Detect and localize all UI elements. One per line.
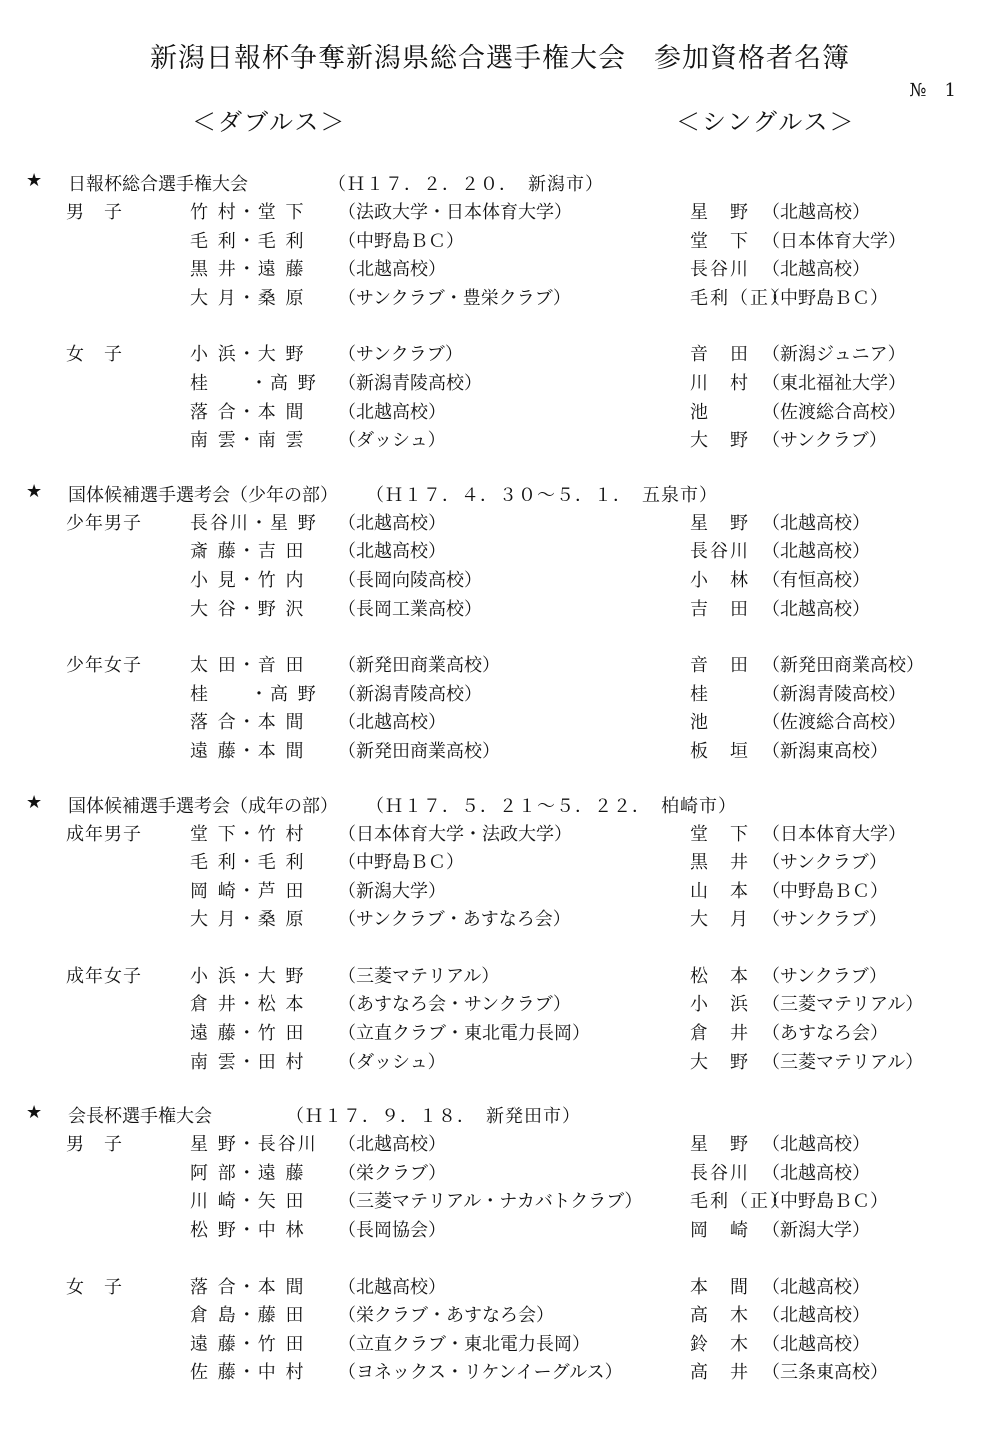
roster-row [0,537,1000,566]
singles-club: （三菱マテリアル） [762,994,924,1016]
singles-club: （佐渡総合高校） [762,401,906,423]
singles-player: 小 林 [690,569,750,591]
singles-player: 堂 下 [690,823,750,845]
doubles-pair: 長谷川・星 野 [190,512,318,534]
singles-player: 倉 井 [690,1023,750,1045]
singles-club: （北越高校） [762,1305,870,1327]
doubles-pair: 堂 下・竹 村 [190,823,306,845]
roster-row [0,227,1000,256]
doubles-club: （新潟青陵高校） [338,683,482,705]
doubles-club: （ダッシュ） [338,1051,446,1073]
singles-player: 高 木 [690,1305,750,1327]
category-group [0,1130,1000,1244]
singles-player: 川 村 [690,372,750,394]
doubles-club: （長岡向陵高校） [338,569,482,591]
section-title: 会長杯選手権大会 [68,1106,212,1128]
doubles-club: （中野島ＢＣ） [338,230,464,252]
singles-club: （佐渡総合高校） [762,712,906,734]
doubles-pair: 遠 藤・本 間 [190,740,306,762]
doubles-club: （ダッシュ） [338,430,446,452]
doubles-pair: 星 野・長谷川 [190,1134,318,1156]
roster-row [0,369,1000,398]
doubles-club: （サンクラブ） [338,344,463,366]
singles-club: （新潟大学） [762,1220,870,1242]
singles-player: 毛利（正） [690,287,790,309]
singles-player: 本 間 [690,1276,750,1298]
singles-club: （北越高校） [762,259,870,281]
roster-row [0,1019,1000,1048]
doubles-club: （北越高校） [338,712,446,734]
singles-player: 音 田 [690,344,750,366]
doubles-pair: 斎 藤・吉 田 [190,541,306,563]
singles-club: （新潟ジュニア） [762,344,906,366]
roster-row [0,340,1000,369]
star-icon: ★ [26,480,43,502]
category-label: 女 子 [66,344,123,366]
section-header [0,792,1000,820]
singles-club: （北越高校） [762,1333,870,1355]
singles-player: 大 野 [690,1051,750,1073]
doubles-column-header: ＜ダブルス＞ [192,108,347,136]
doubles-club: （長岡協会） [338,1220,446,1242]
category-label: 成年男子 [66,823,142,845]
doubles-pair: 遠 藤・竹 田 [190,1333,306,1355]
category-group [0,962,1000,1076]
singles-player: 吉 田 [690,598,750,620]
roster-row [0,284,1000,313]
doubles-club: （三菱マテリアル・ナカバトクラブ） [338,1191,643,1213]
doubles-club: （サンクラブ・豊栄クラブ） [338,287,571,309]
singles-player: 長谷川 [690,259,750,281]
doubles-pair: 竹 村・堂 下 [190,202,306,223]
roster-row [0,566,1000,595]
doubles-pair: 佐 藤・中 村 [190,1362,306,1384]
roster-row [0,680,1000,709]
doubles-pair: 小 浜・大 野 [190,965,306,987]
doubles-club: （長岡工業高校） [338,598,482,620]
roster-row [0,426,1000,455]
roster-row [0,877,1000,906]
category-label: 少年女子 [66,655,142,677]
singles-player: 黒 井 [690,852,750,874]
section-date-venue: （Ｈ１７．２．２０． 新潟市） [328,174,604,195]
page-number: № 1 [909,80,956,101]
singles-club: （日本体育大学） [762,823,906,845]
singles-club: （三条東高校） [762,1362,888,1384]
singles-club: （新潟東高校） [762,740,888,762]
singles-club: （北越高校） [762,1276,870,1298]
singles-player: 長谷川 [690,1162,750,1184]
roster-row [0,1048,1000,1077]
star-icon: ★ [26,791,43,813]
roster-row [0,398,1000,427]
singles-club: （中野島ＢＣ） [762,880,888,902]
singles-club: （北越高校） [762,541,870,563]
singles-player: 堂 下 [690,230,750,252]
singles-player: 小 浜 [690,994,750,1016]
singles-club: （中野島ＢＣ） [762,1191,888,1213]
section-header [0,1102,1000,1130]
singles-player: 毛利（正） [690,1191,790,1213]
doubles-pair: 岡 崎・芦 田 [190,880,306,902]
roster-row [0,737,1000,766]
doubles-pair: 小 浜・大 野 [190,344,306,366]
roster-row [0,1301,1000,1330]
doubles-pair: 太 田・音 田 [190,655,306,677]
star-icon: ★ [26,170,43,191]
category-group [0,1273,1000,1387]
doubles-pair: 大 谷・野 沢 [190,598,306,620]
section-header [0,170,1000,198]
doubles-pair: 南 雲・南 雲 [190,430,306,452]
roster-row [0,255,1000,284]
doubles-pair: 落 合・本 間 [190,401,306,423]
singles-club: （あすなろ会） [762,1023,888,1045]
document-title: 新潟日報杯争奪新潟県総合選手権大会 参加資格者名簿 [150,43,850,74]
singles-club: （新発田商業高校） [762,655,924,677]
roster-row [0,651,1000,680]
singles-player: 大 月 [690,909,750,931]
doubles-pair: 大 月・桑 原 [190,909,306,931]
tournament-section [0,481,1000,766]
section-date-venue: （Ｈ１７．９．１８． 新発田市） [286,1106,581,1128]
doubles-club: （北越高校） [338,541,446,563]
doubles-pair: 倉 井・松 本 [190,994,306,1016]
roster-row [0,1216,1000,1245]
doubles-club: （法政大学・日本体育大学） [338,202,572,223]
doubles-pair: 落 合・本 間 [190,1276,306,1298]
roster-row [0,820,1000,849]
singles-player: 音 田 [690,655,750,677]
singles-club: （サンクラブ） [762,909,887,931]
singles-player: 岡 崎 [690,1220,750,1242]
singles-player: 鈴 木 [690,1333,750,1355]
doubles-club: （北越高校） [338,1276,446,1298]
doubles-club: （日本体育大学・法政大学） [338,823,572,845]
category-group [0,509,1000,623]
roster-row [0,1358,1000,1387]
singles-player: 板 垣 [690,740,750,762]
roster-row [0,1273,1000,1302]
section-title: 日報杯総合選手権大会 [68,174,248,195]
doubles-pair: 松 野・中 林 [190,1220,306,1242]
star-icon: ★ [26,1102,43,1124]
singles-player: 星 野 [690,1134,750,1156]
section-date-venue: （Ｈ１７．５．２１～５．２２． 柏崎市） [366,795,737,817]
singles-club: （東北福祉大学） [762,372,906,394]
doubles-club: （新潟青陵高校） [338,372,482,394]
doubles-pair: 黒 井・遠 藤 [190,259,306,281]
roster-content [0,170,1000,1413]
roster-row [0,595,1000,624]
doubles-pair: 落 合・本 間 [190,712,306,734]
category-label: 成年女子 [66,965,142,987]
singles-player: 松 本 [690,965,750,987]
doubles-club: （新発田商業高校） [338,740,500,762]
roster-row [0,990,1000,1019]
doubles-club: （ヨネックス・リケンイーグルス） [338,1362,623,1384]
roster-row [0,1187,1000,1216]
doubles-club: （新発田商業高校） [338,655,500,677]
doubles-club: （中野島ＢＣ） [338,852,464,874]
doubles-pair: 小 見・竹 内 [190,569,306,591]
roster-row [0,198,1000,227]
doubles-pair: 阿 部・遠 藤 [190,1162,306,1184]
section-date-venue: （Ｈ１７．４．３０～５．１． 五泉市） [366,484,718,506]
category-group [0,651,1000,765]
doubles-pair: 遠 藤・竹 田 [190,1023,306,1045]
singles-column-header: ＜シングルス＞ [676,108,856,136]
singles-club: （北越高校） [762,1162,870,1184]
singles-player: 高 井 [690,1362,750,1384]
doubles-club: （立直クラブ・東北電力長岡） [338,1333,590,1355]
category-group [0,340,1000,454]
doubles-club: （あすなろ会・サンクラブ） [338,994,571,1016]
doubles-pair: 倉 島・藤 田 [190,1305,306,1327]
category-label: 女 子 [66,1276,123,1298]
section-header [0,481,1000,509]
doubles-club: （北越高校） [338,512,446,534]
singles-club: （日本体育大学） [762,230,906,252]
roster-row [0,848,1000,877]
doubles-club: （新潟大学） [338,880,446,902]
doubles-club: （三菱マテリアル） [338,965,500,987]
singles-club: （北越高校） [762,598,870,620]
singles-club: （三菱マテリアル） [762,1051,924,1073]
singles-club: （サンクラブ） [762,965,887,987]
doubles-club: （栄クラブ・あすなろ会） [338,1305,554,1327]
doubles-pair: 桂 ・高 野 [190,372,318,394]
category-label: 男 子 [66,1134,123,1156]
singles-player: 池 [690,712,710,734]
roster-row [0,962,1000,991]
category-label: 少年男子 [66,512,142,534]
singles-player: 長谷川 [690,541,750,563]
roster-row [0,905,1000,934]
singles-club: （サンクラブ） [762,852,887,874]
doubles-club: （北越高校） [338,401,446,423]
tournament-section [0,170,1000,455]
singles-club: （北越高校） [762,512,870,534]
singles-club: （北越高校） [762,202,870,223]
singles-club: （新潟青陵高校） [762,683,906,705]
doubles-club: （北越高校） [338,1134,446,1156]
roster-row [0,1159,1000,1188]
doubles-pair: 桂 ・高 野 [190,683,318,705]
doubles-club: （サンクラブ・あすなろ会） [338,909,571,931]
singles-player: 星 野 [690,202,750,223]
doubles-pair: 毛 利・毛 利 [190,230,306,252]
singles-club: （サンクラブ） [762,430,887,452]
tournament-section [0,1102,1000,1387]
singles-player: 星 野 [690,512,750,534]
category-label: 男 子 [66,202,123,223]
doubles-pair: 毛 利・毛 利 [190,852,306,874]
doubles-club: （栄クラブ） [338,1162,447,1184]
category-group [0,820,1000,934]
singles-player: 山 本 [690,880,750,902]
singles-club: （北越高校） [762,1134,870,1156]
doubles-club: （北越高校） [338,259,446,281]
singles-player: 池 [690,401,710,423]
roster-row [0,509,1000,538]
tournament-section [0,792,1000,1077]
category-group [0,198,1000,312]
singles-player: 桂 [690,683,710,705]
section-title: 国体候補選手選考会（成年の部） [68,795,338,817]
roster-row [0,1330,1000,1359]
singles-player: 大 野 [690,430,750,452]
roster-row [0,708,1000,737]
doubles-club: （立直クラブ・東北電力長岡） [338,1023,590,1045]
doubles-pair: 大 月・桑 原 [190,287,306,309]
singles-club: （有恒高校） [762,569,870,591]
doubles-pair: 川 崎・矢 田 [190,1191,306,1213]
roster-row [0,1130,1000,1159]
singles-club: （中野島ＢＣ） [762,287,888,309]
doubles-pair: 南 雲・田 村 [190,1051,306,1073]
section-title: 国体候補選手選考会（少年の部） [68,484,338,506]
